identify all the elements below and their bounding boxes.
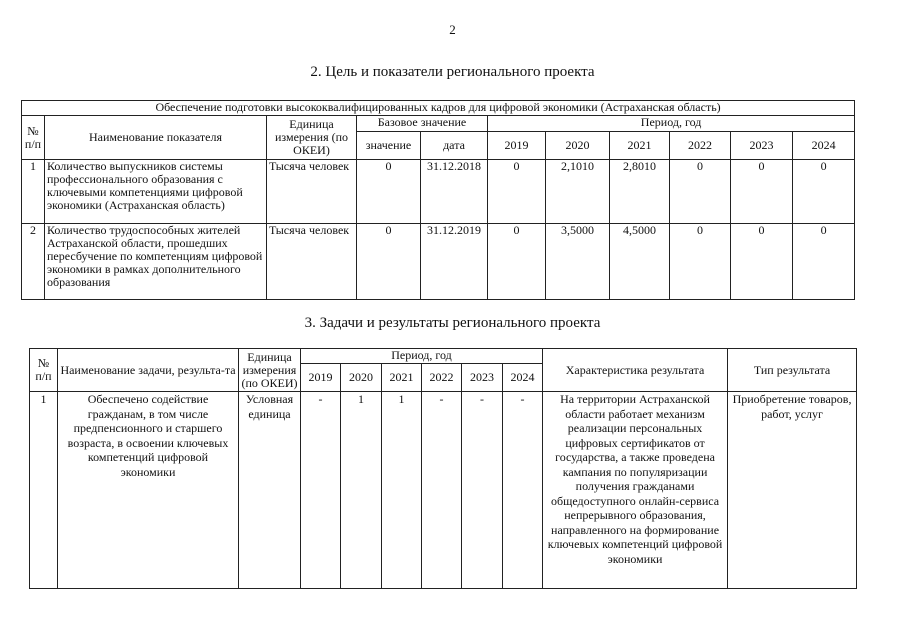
header-num: № п/п [30, 349, 58, 392]
header-num: № п/п [22, 116, 45, 160]
header-base-value-date: дата [421, 132, 488, 160]
header-year: 2023 [731, 132, 793, 160]
header-year: 2022 [422, 364, 462, 392]
header-unit: Единица измерения (по ОКЕИ) [267, 116, 357, 160]
value-2024: - [503, 392, 543, 589]
header-year: 2020 [341, 364, 382, 392]
page-number: 2 [449, 22, 456, 37]
header-base-value: Базовое значение [357, 116, 488, 132]
table-row [22, 160, 855, 224]
header-task-name: Наименование задачи, результа-та [58, 349, 239, 392]
header-unit: Единица измерения (по ОКЕИ) [239, 349, 301, 392]
header-year: 2020 [546, 132, 610, 160]
indicator-unit: Тысяча человек [267, 160, 357, 224]
row-num: 1 [22, 160, 45, 224]
header-base-value-value: значение [357, 132, 421, 160]
header-result-type: Тип результата [728, 349, 857, 392]
base-date: 31.12.2019 [421, 224, 488, 300]
table-row [30, 392, 857, 589]
indicator-unit: Тысяча человек [267, 224, 357, 300]
section-2-heading: 2. Цель и показатели регионального проекта [310, 64, 595, 80]
tasks-table [29, 348, 857, 589]
value-2022: - [422, 392, 462, 589]
header-year: 2024 [793, 132, 855, 160]
header-year: 2021 [382, 364, 422, 392]
value-2023: 0 [731, 224, 793, 300]
table-row [22, 224, 855, 300]
base-value: 0 [357, 224, 421, 300]
task-name: Обеспечено содействие гражданам, в том числе предпенсионного и старшего возраста, в освоении ключевых компетенций цифровой экономики [58, 392, 239, 589]
header-indicator-name: Наименование показателя [45, 116, 267, 160]
row-num: 1 [30, 392, 58, 589]
indicators-table-title: Обеспечение подготовки высококвалифицированных кадров для цифровой экономики (Астраханская область) [22, 101, 855, 116]
value-2020: 1 [341, 392, 382, 589]
header-year: 2021 [610, 132, 670, 160]
header-year: 2022 [670, 132, 731, 160]
base-value: 0 [357, 160, 421, 224]
value-2019: 0 [488, 160, 546, 224]
row-num: 2 [22, 224, 45, 300]
value-2021: 2,8010 [610, 160, 670, 224]
value-2021: 1 [382, 392, 422, 589]
value-2022: 0 [670, 224, 731, 300]
indicator-name: Количество выпускников системы профессионального образования с ключевыми компетенциями цифровой экономики (Астраханская область) [45, 160, 267, 224]
value-2020: 2,1010 [546, 160, 610, 224]
result-type: Приобретение товаров, работ, услуг [728, 392, 857, 589]
base-date: 31.12.2018 [421, 160, 488, 224]
task-unit: Условная единица [239, 392, 301, 589]
value-2020: 3,5000 [546, 224, 610, 300]
value-2021: 4,5000 [610, 224, 670, 300]
result-characteristic: На территории Астраханской области работает механизм реализации персональных цифровых сертификатов от государства, а также проведена кампания по популяризации получения гражданами общедоступного онлайн-сервиса непрерывного образования, направленного на формирование ключевых компетенций цифровой экономики [543, 392, 728, 589]
value-2024: 0 [793, 160, 855, 224]
value-2023: - [462, 392, 503, 589]
value-2023: 0 [731, 160, 793, 224]
header-year: 2023 [462, 364, 503, 392]
header-period: Период, год [301, 349, 543, 364]
header-year: 2019 [488, 132, 546, 160]
header-period: Период, год [488, 116, 855, 132]
value-2024: 0 [793, 224, 855, 300]
value-2022: 0 [670, 160, 731, 224]
header-characteristic: Характеристика результата [543, 349, 728, 392]
section-3-heading: 3. Задачи и результаты регионального проекта [304, 315, 601, 331]
indicator-name: Количество трудоспособных жителей Астраханской области, прошедших пересбучение по компетенциям цифровой экономики в рамках дополнительного образования [45, 224, 267, 300]
indicators-table [21, 100, 855, 300]
value-2019: - [301, 392, 341, 589]
header-year: 2024 [503, 364, 543, 392]
value-2019: 0 [488, 224, 546, 300]
header-year: 2019 [301, 364, 341, 392]
